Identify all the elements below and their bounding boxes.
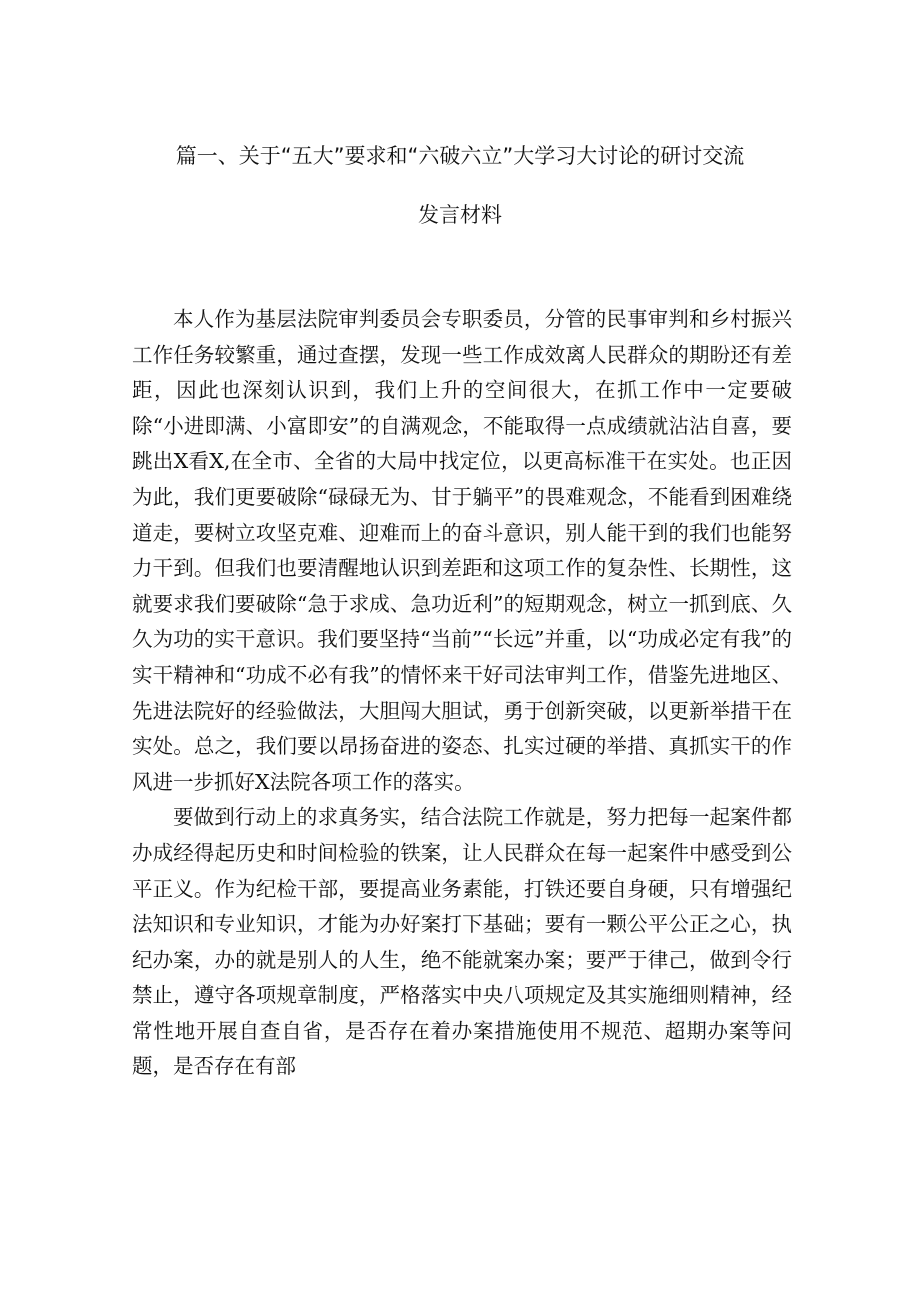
document-title-line-1: 篇一、关于“五大”要求和“六破六立”大学习大讨论的研讨交流 <box>175 144 745 168</box>
document-body <box>132 302 792 1085</box>
body-paragraph-1: 本人作为基层法院审判委员会专职委员，分管的民事审判和乡村振兴工作任务较繁重，通过查摆，发现一些工作成效离人民群众的期盼还有差距，因此也深刻认识到，我们上升的空间很大，在抓工作中一定要破除“小进即满、小富即安”的自满观念，不能取得一点成绩就沾沾自喜，要跳出X看X,在全市、全省的大局中找定位，以更高标准干在实处。也正因为此，我们更要破除“碌碌无为、甘于躺平”的畏难观念，不能看到困难绕道走，要树立攻坚克难、迎难而上的奋斗意识，别人能干到的我们也能努力干到。但我们也要清醒地认识到差距和这项工作的复杂性、长期性，这就要求我们要破除“急于求成、急功近利”的短期观念，树立一抓到底、久久为功的实干意识。我们要坚持“当前”“长远”并重，以“功成必定有我”的实干精神和“功成不必有我”的情怀来干好司法审判工作，借鉴先进地区、先进法院好的经验做法，大胆闯大胆试，勇于创新突破，以更新举措干在实处。总之，我们要以昂扬奋进的姿态、扎实过硬的举措、真抓实干的作风进一步抓好X法院各项工作的落实。 <box>132 307 792 794</box>
body-paragraph-2: 要做到行动上的求真务实，结合法院工作就是，努力把每一起案件都办成经得起历史和时间检验的铁案，让人民群众在每一起案件中感受到公平正义。作为纪检干部，要提高业务素能，打铁还要自身硬，只有增强纪法知识和专业知识，才能为办好案打下基础；要有一颗公平公正之心，执纪办案，办的就是别人的人生，绝不能就案办案；要严于律己，做到令行禁止，遵守各项规章制度，严格落实中央八项规定及其实施细则精神，经常性地开展自查自省，是否存在着办案措施使用不规范、超期办案等问题，是否存在有部 <box>132 805 792 1079</box>
document-title-line-2: 发言材料 <box>418 203 502 227</box>
